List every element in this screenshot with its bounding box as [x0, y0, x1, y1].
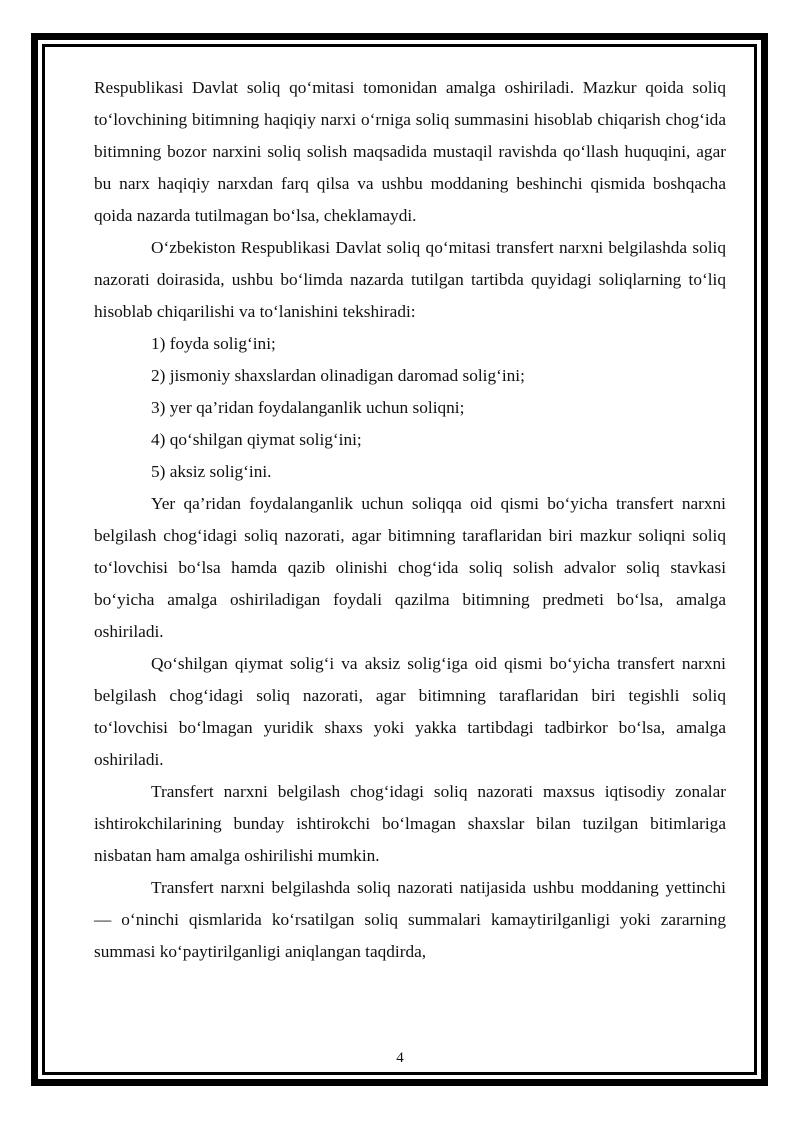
paragraph-continuation: Respublikasi Davlat soliq qo‘mitasi tomonidan amalga oshiriladi. Mazkur qoida soliq to‘lovchining bitimning haqiqiy narxi o‘rniga soliq summasini hisoblab chiqarish chog‘ida bitimning bozor narxini soliq solish maqsadida mustaqil ravishda qo‘llash huquqini, agar bu narx haqiqiy narxdan farq qilsa va ushbu moddaning beshinchi qismida boshqacha qoida nazarda tutilmagan bo‘lsa, cheklamaydi.: [94, 78, 726, 225]
list-item-4: 4) qo‘shilgan qiymat solig‘ini;: [151, 430, 362, 449]
list-item-3: 3) yer qa’ridan foydalanganlik uchun soliqni;: [151, 398, 465, 417]
list-item-2: 2) jismoniy shaxslardan olinadigan daromad solig‘ini;: [151, 366, 525, 385]
list-item-5: 5) aksiz solig‘ini.: [151, 462, 272, 481]
paragraph-special-zones: Transfert narxni belgilash chog‘idagi soliq nazorati maxsus iqtisodiy zonalar ishtirokchilarining bunday ishtirokchi bo‘lmagan shaxslar bilan tuzilgan bitimlariga nisbatan ham amalga oshirilishi mumkin.: [94, 782, 726, 865]
paragraph-control-result: Transfert narxni belgilashda soliq nazorati natijasida ushbu moddaning yettinchi — o‘ninchi qismlarida ko‘rsatilgan soliq summalari kamaytirilganligi yoki zararning summasi ko‘paytirilganligi aniqlangan taqdirda,: [94, 878, 726, 961]
page-number: 4: [396, 1050, 404, 1066]
list-item-1: 1) foyda solig‘ini;: [151, 334, 276, 353]
document-body: [94, 72, 726, 968]
paragraph-subsoil-tax: Yer qa’ridan foydalanganlik uchun soliqqa oid qismi bo‘yicha transfert narxni belgilash chog‘idagi soliq nazorati, agar bitimning taraflaridan biri mazkur soliqni soliq to‘lovchisi bo‘lsa hamda qazib olinishi chog‘ida soliq solish advalor soliq stavkasi bo‘yicha amalga oshiriladigan foydali qazilma bitimning predmeti bo‘lsa, amalga oshiriladi.: [94, 494, 726, 641]
paragraph-vat-excise: Qo‘shilgan qiymat solig‘i va aksiz solig‘iga oid qismi bo‘yicha transfert narxni belgilash chog‘idagi soliq nazorati, agar bitimning taraflaridan biri tegishli soliq to‘lovchisi bo‘lmagan yuridik shaxs yoki yakka tartibdagi tadbirkor bo‘lsa, amalga oshiriladi.: [94, 654, 726, 769]
paragraph-tax-list-intro: O‘zbekiston Respublikasi Davlat soliq qo‘mitasi transfert narxni belgilashda soliq nazorati doirasida, ushbu bo‘limda nazarda tutilgan tartibda quyidagi soliqlarning to‘liq hisoblab chiqarilishi va to‘lanishini tekshiradi:: [94, 238, 726, 321]
